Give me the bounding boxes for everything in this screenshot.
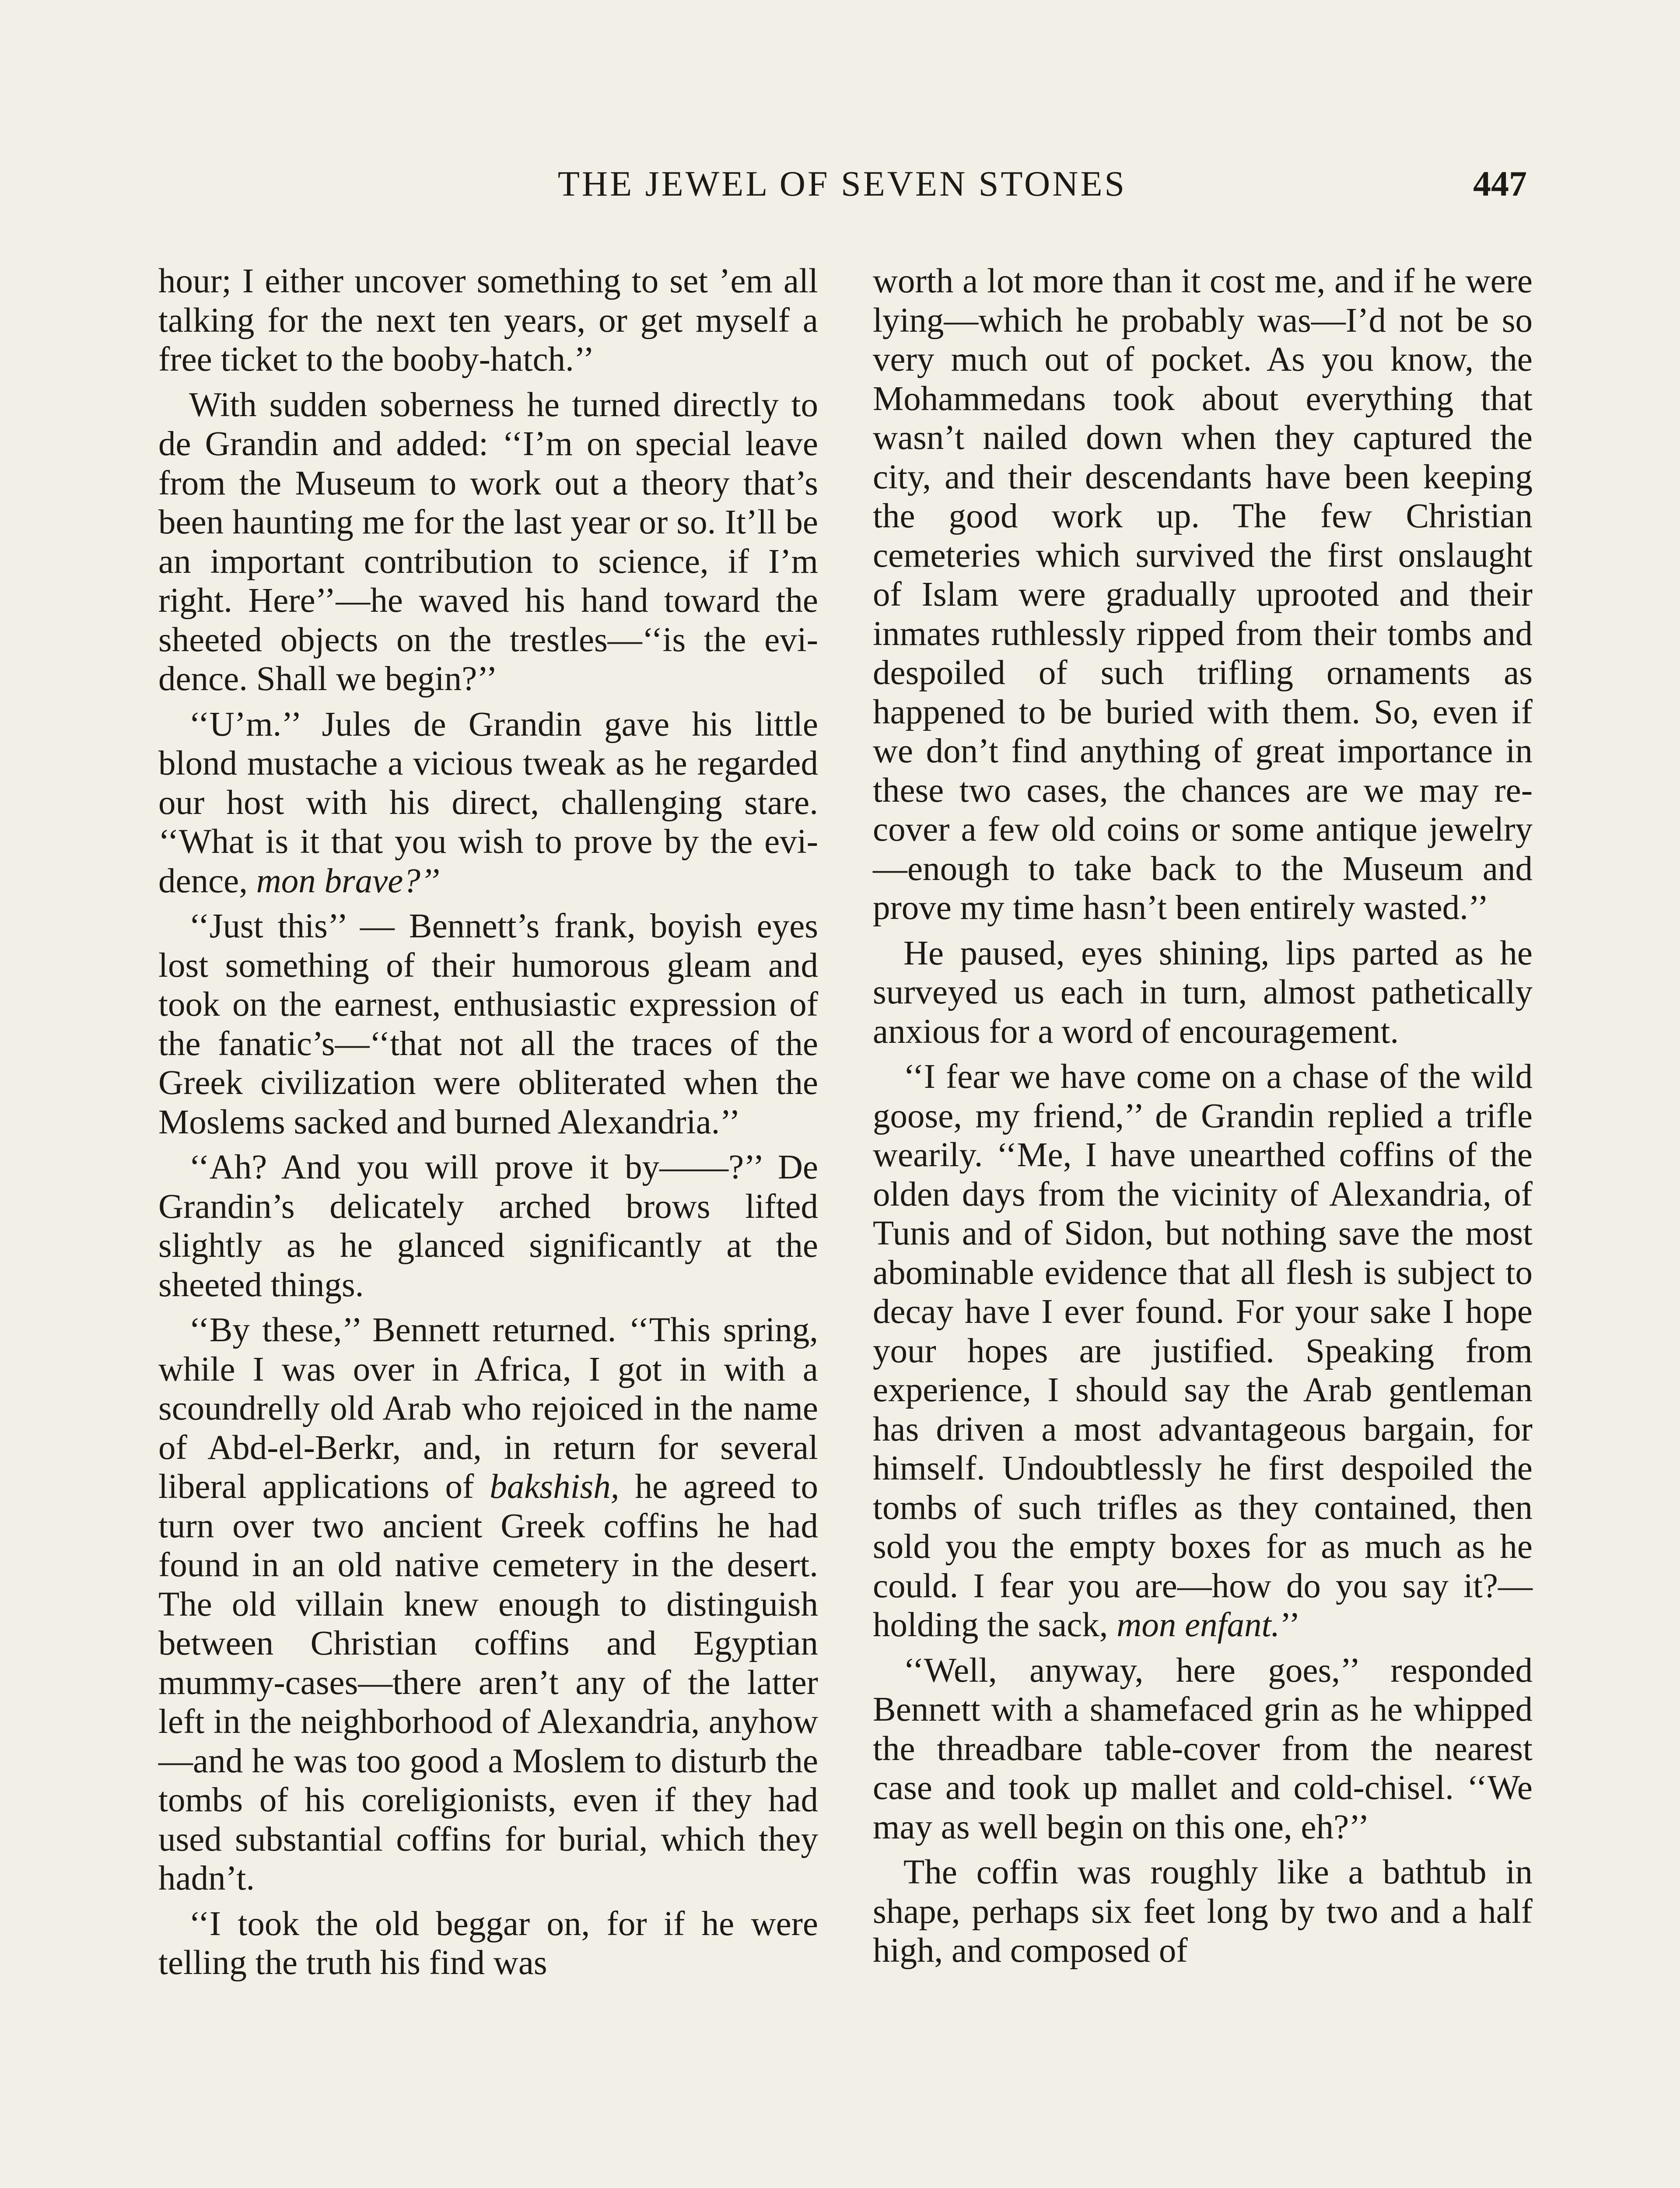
closing-quote: ’’	[1280, 1606, 1301, 1644]
page-number: 447	[1473, 164, 1527, 203]
paragraph-text: ‘‘I fear we have come on a chase of the wild goose, my friend,’’ de Grandin replied a trifle wearily. ‘‘Me, I have unearthed coffins of the olden days from the vicinity of Alexandria, of Tunis and of Sidon, but nothing save the most abominable evidence that all flesh is subject to decay have I ever found. For your sake I hope your hopes are justified. Speaking from experience, I should say the Arab gentleman has driven a most advantageous bargain, for himself. Undoubtlessly he first despoiled the tombs of such trifles as they contained, then sold you the empty boxes for as much as he could. I fear you are—how do you say it?—holding the sack,	[873, 1058, 1533, 1644]
italic-phrase: mon brave?’’	[256, 862, 440, 900]
paragraph: ‘‘Well, anyway, here goes,’’ responded Bennett with a shamefaced grin as he whipped the threadbare table-cover from the nearest case and took up mallet and cold-chisel. ‘‘We may as well begin on this one, eh?’’	[873, 1651, 1533, 1846]
paragraph	[158, 1311, 818, 1898]
paragraph: With sudden soberness he turned directly to de Grandin and added: ‘‘I’m on special leave from the Museum to work out a theory that’s been haunting me for the last year or so. It’ll be an important contribution to science, if I’m right. Here’’—he waved his hand toward the sheeted objects on the trestles—‘‘is the evidence. Shall we begin?’’	[158, 386, 818, 698]
italic-phrase: mon enfant.	[1116, 1606, 1280, 1644]
paragraph: hour; I either uncover something to set ’em all talking for the next ten years, or get myself a free ticket to the booby-hatch.’’	[158, 262, 818, 379]
paragraph-text: he agreed to turn over two ancient Greek coffins he had found in an old native cemetery in the desert. The old villain knew enough to distinguish between Christian coffins and Egyptian mummy-cases—there aren’t any of the latter left in the neighborhood of Alexandria, anyhow—and he was too good a Moslem to disturb the tombs of his coreligionists, even if they had used substantial coffins for burial, which they hadn’t.	[158, 1468, 818, 1897]
paragraph: ‘‘Ah? And you will prove it by——?’’ De Grandin’s delicately arched brows lifted slightly as he glanced significantly at the sheeted things.	[158, 1148, 818, 1304]
paragraph	[873, 1057, 1533, 1645]
italic-phrase: bakshish,	[490, 1468, 620, 1506]
paragraph: He paused, eyes shining, lips parted as he surveyed us each in turn, almost pathetically anxious for a word of encouragement.	[873, 934, 1533, 1051]
paragraph	[158, 705, 818, 901]
running-title: THE JEWEL OF SEVEN STONES	[557, 164, 1127, 203]
paragraph-text: ‘‘U’m.’’ Jules de Grandin gave his little blond mustache a vicious tweak as he regarded our host with his direct, challenging stare. ‘‘What is it that you wish to prove by the evidence,	[158, 705, 818, 900]
paragraph: ‘‘Just this’’ — Bennett’s frank, boyish eyes lost something of their humorous gleam and took on the earnest, enthusiastic expression of the fanatic’s—‘‘that not all the traces of the Greek civilization were obliterated when the Moslems sacked and burned Alexandria.’’	[158, 907, 818, 1141]
left-column	[158, 262, 818, 1989]
paragraph-text: ‘‘By these,’’ Bennett returned. ‘‘This spring, while I was over in Africa, I got in with a scoundrelly old Arab who rejoiced in the name of Abd-el-Berkr, and, in return for several liberal applications of	[158, 1311, 818, 1506]
running-head	[158, 160, 1527, 208]
right-column	[873, 262, 1533, 1977]
paragraph: ‘‘I took the old beggar on, for if he were telling the truth his find was	[158, 1904, 818, 1982]
paragraph: The coffin was roughly like a bathtub in shape, perhaps six feet long by two and a half high, and composed of	[873, 1853, 1533, 1970]
paragraph: worth a lot more than it cost me, and if he were lying—which he probably was—I’d not be so very much out of pocket. As you know, the Mohammedans took about everything that wasn’t nailed down when they captured the city, and their descendants have been keeping the good work up. The few Christian cemeteries which survived the first onslaught of Islam were gradually uprooted and their inmates ruthlessly ripped from their tombs and despoiled of such trifling ornaments as happened to be buried with them. So, even if we don’t find anything of great importance in these two cases, the chances are we may recover a few old coins or some antique jewelry—enough to take back to the Museum and prove my time hasn’t been entirely wasted.’’	[873, 262, 1533, 927]
